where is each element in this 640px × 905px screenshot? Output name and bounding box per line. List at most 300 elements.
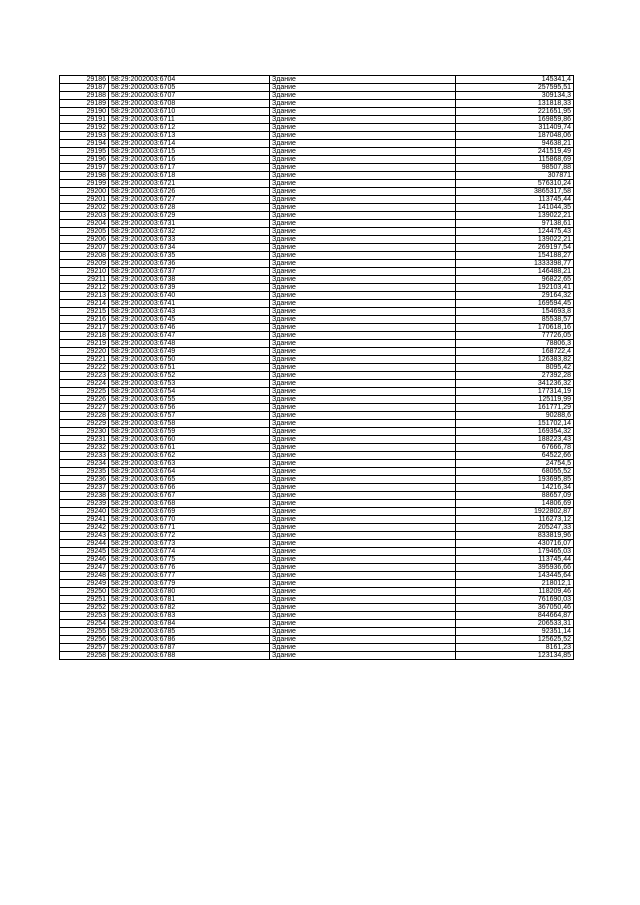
table-row bbox=[60, 220, 574, 228]
table-row bbox=[60, 396, 574, 404]
cadastral-value-cell: 14216,34 bbox=[456, 484, 574, 492]
cadastral-value-cell: 221651,95 bbox=[456, 108, 574, 116]
row-number-cell: 29230 bbox=[60, 428, 109, 436]
row-number-cell: 29210 bbox=[60, 268, 109, 276]
row-number-cell: 29211 bbox=[60, 276, 109, 284]
cadastral-number-cell: 58:29:2002003:6755 bbox=[109, 396, 270, 404]
cadastral-number-cell: 58:29:2002003:6743 bbox=[109, 308, 270, 316]
row-number-cell: 29218 bbox=[60, 332, 109, 340]
cadastral-value-cell: 139022,21 bbox=[456, 236, 574, 244]
cadastral-value-cell: 116273,12 bbox=[456, 516, 574, 524]
row-number-cell: 29244 bbox=[60, 540, 109, 548]
table-row bbox=[60, 444, 574, 452]
row-number-cell: 29207 bbox=[60, 244, 109, 252]
cadastral-number-cell: 58:29:2002003:6779 bbox=[109, 580, 270, 588]
table-row bbox=[60, 420, 574, 428]
table-row bbox=[60, 340, 574, 348]
cadastral-number-cell: 58:29:2002003:6783 bbox=[109, 612, 270, 620]
object-type-cell: Здание bbox=[270, 124, 456, 132]
object-type-cell: Здание bbox=[270, 164, 456, 172]
row-number-cell: 29186 bbox=[60, 76, 109, 84]
object-type-cell: Здание bbox=[270, 596, 456, 604]
cadastral-value-cell: 833819,96 bbox=[456, 532, 574, 540]
object-type-cell: Здание bbox=[270, 196, 456, 204]
table-row bbox=[60, 492, 574, 500]
table-row bbox=[60, 524, 574, 532]
object-type-cell: Здание bbox=[270, 380, 456, 388]
cadastral-value-cell: 90288,6 bbox=[456, 412, 574, 420]
cadastral-value-cell: 154693,8 bbox=[456, 308, 574, 316]
cadastral-number-cell: 58:29:2002003:6766 bbox=[109, 484, 270, 492]
row-number-cell: 29237 bbox=[60, 484, 109, 492]
object-type-cell: Здание bbox=[270, 436, 456, 444]
table-row bbox=[60, 164, 574, 172]
cadastral-number-cell: 58:29:2002003:6738 bbox=[109, 276, 270, 284]
object-type-cell: Здание bbox=[270, 604, 456, 612]
cadastral-number-cell: 58:29:2002003:6728 bbox=[109, 204, 270, 212]
cadastral-value-cell: 341236,32 bbox=[456, 380, 574, 388]
object-type-cell: Здание bbox=[270, 188, 456, 196]
row-number-cell: 29238 bbox=[60, 492, 109, 500]
object-type-cell: Здание bbox=[270, 364, 456, 372]
cadastral-value-cell: 125625,52 bbox=[456, 636, 574, 644]
cadastral-number-cell: 58:29:2002003:6763 bbox=[109, 460, 270, 468]
cadastral-number-cell: 58:29:2002003:6739 bbox=[109, 284, 270, 292]
row-number-cell: 29219 bbox=[60, 340, 109, 348]
cadastral-number-cell: 58:29:2002003:6769 bbox=[109, 508, 270, 516]
table-row bbox=[60, 452, 574, 460]
cadastral-value-cell: 192103,41 bbox=[456, 284, 574, 292]
row-number-cell: 29249 bbox=[60, 580, 109, 588]
table-row bbox=[60, 468, 574, 476]
row-number-cell: 29200 bbox=[60, 188, 109, 196]
row-number-cell: 29248 bbox=[60, 572, 109, 580]
table-row bbox=[60, 556, 574, 564]
table-row bbox=[60, 92, 574, 100]
row-number-cell: 29224 bbox=[60, 380, 109, 388]
table-row bbox=[60, 332, 574, 340]
object-type-cell: Здание bbox=[270, 116, 456, 124]
cadastral-number-cell: 58:29:2002003:6753 bbox=[109, 380, 270, 388]
row-number-cell: 29257 bbox=[60, 644, 109, 652]
table-row bbox=[60, 372, 574, 380]
cadastral-value-cell: 367050,46 bbox=[456, 604, 574, 612]
object-type-cell: Здание bbox=[270, 348, 456, 356]
table-row bbox=[60, 436, 574, 444]
cadastral-number-cell: 58:29:2002003:6781 bbox=[109, 596, 270, 604]
row-number-cell: 29253 bbox=[60, 612, 109, 620]
cadastral-value-cell: 161771,29 bbox=[456, 404, 574, 412]
cadastral-number-cell: 58:29:2002003:6754 bbox=[109, 388, 270, 396]
cadastral-value-cell: 27392,28 bbox=[456, 372, 574, 380]
cadastral-value-cell: 761690,03 bbox=[456, 596, 574, 604]
object-type-cell: Здание bbox=[270, 148, 456, 156]
cadastral-value-cell: 844664,87 bbox=[456, 612, 574, 620]
cadastral-value-cell: 92351,14 bbox=[456, 628, 574, 636]
table-row bbox=[60, 268, 574, 276]
object-type-cell: Здание bbox=[270, 244, 456, 252]
row-number-cell: 29202 bbox=[60, 204, 109, 212]
table-row bbox=[60, 156, 574, 164]
cadastral-number-cell: 58:29:2002003:6712 bbox=[109, 124, 270, 132]
table-row bbox=[60, 580, 574, 588]
cadastral-value-cell: 269197,54 bbox=[456, 244, 574, 252]
cadastral-number-cell: 58:29:2002003:6768 bbox=[109, 500, 270, 508]
cadastral-value-cell: 64522,66 bbox=[456, 452, 574, 460]
cadastral-number-cell: 58:29:2002003:6777 bbox=[109, 572, 270, 580]
cadastral-value-cell: 1333398,77 bbox=[456, 260, 574, 268]
object-type-cell: Здание bbox=[270, 428, 456, 436]
cadastral-value-cell: 3865317,58 bbox=[456, 188, 574, 196]
cadastral-number-cell: 58:29:2002003:6740 bbox=[109, 292, 270, 300]
object-type-cell: Здание bbox=[270, 500, 456, 508]
object-type-cell: Здание bbox=[270, 132, 456, 140]
cadastral-value-cell: 1922802,87 bbox=[456, 508, 574, 516]
object-type-cell: Здание bbox=[270, 292, 456, 300]
table-row bbox=[60, 532, 574, 540]
table-row bbox=[60, 484, 574, 492]
object-type-cell: Здание bbox=[270, 260, 456, 268]
row-number-cell: 29226 bbox=[60, 396, 109, 404]
row-number-cell: 29228 bbox=[60, 412, 109, 420]
object-type-cell: Здание bbox=[270, 140, 456, 148]
table-row bbox=[60, 588, 574, 596]
row-number-cell: 29229 bbox=[60, 420, 109, 428]
object-type-cell: Здание bbox=[270, 644, 456, 652]
cadastral-number-cell: 58:29:2002003:6770 bbox=[109, 516, 270, 524]
cadastral-value-cell: 118209,46 bbox=[456, 588, 574, 596]
object-type-cell: Здание bbox=[270, 284, 456, 292]
object-type-cell: Здание bbox=[270, 588, 456, 596]
object-type-cell: Здание bbox=[270, 236, 456, 244]
cadastral-number-cell: 58:29:2002003:6736 bbox=[109, 260, 270, 268]
row-number-cell: 29203 bbox=[60, 212, 109, 220]
object-type-cell: Здание bbox=[270, 532, 456, 540]
object-type-cell: Здание bbox=[270, 548, 456, 556]
cadastral-value-cell: 311409,74 bbox=[456, 124, 574, 132]
cadastral-value-cell: 113745,44 bbox=[456, 556, 574, 564]
cadastral-value-cell: 85538,57 bbox=[456, 316, 574, 324]
object-type-cell: Здание bbox=[270, 180, 456, 188]
object-type-cell: Здание bbox=[270, 228, 456, 236]
cadastral-number-cell: 58:29:2002003:6745 bbox=[109, 316, 270, 324]
table-row bbox=[60, 284, 574, 292]
cadastral-number-cell: 58:29:2002003:6771 bbox=[109, 524, 270, 532]
table-row bbox=[60, 604, 574, 612]
object-type-cell: Здание bbox=[270, 404, 456, 412]
cadastral-value-cell: 430716,07 bbox=[456, 540, 574, 548]
cadastral-number-cell: 58:29:2002003:6773 bbox=[109, 540, 270, 548]
cadastral-value-cell: 146488,21 bbox=[456, 268, 574, 276]
cadastral-value-cell: 188223,43 bbox=[456, 436, 574, 444]
cadastral-value-cell: 24754,5 bbox=[456, 460, 574, 468]
cadastral-number-cell: 58:29:2002003:6710 bbox=[109, 108, 270, 116]
row-number-cell: 29196 bbox=[60, 156, 109, 164]
object-type-cell: Здание bbox=[270, 452, 456, 460]
row-number-cell: 29206 bbox=[60, 236, 109, 244]
row-number-cell: 29216 bbox=[60, 316, 109, 324]
row-number-cell: 29188 bbox=[60, 92, 109, 100]
cadastral-number-cell: 58:29:2002003:6776 bbox=[109, 564, 270, 572]
cadastral-value-cell: 187048,06 bbox=[456, 132, 574, 140]
row-number-cell: 29233 bbox=[60, 452, 109, 460]
object-type-cell: Здание bbox=[270, 372, 456, 380]
cadastral-number-cell: 58:29:2002003:6714 bbox=[109, 140, 270, 148]
object-type-cell: Здание bbox=[270, 460, 456, 468]
object-type-cell: Здание bbox=[270, 572, 456, 580]
cadastral-number-cell: 58:29:2002003:6782 bbox=[109, 604, 270, 612]
cadastral-value-cell: 206533,31 bbox=[456, 620, 574, 628]
cadastral-number-cell: 58:29:2002003:6767 bbox=[109, 492, 270, 500]
cadastral-value-cell: 96822,65 bbox=[456, 276, 574, 284]
table-row bbox=[60, 476, 574, 484]
row-number-cell: 29239 bbox=[60, 500, 109, 508]
row-number-cell: 29221 bbox=[60, 356, 109, 364]
cadastral-number-cell: 58:29:2002003:6735 bbox=[109, 252, 270, 260]
cadastral-number-cell: 58:29:2002003:6787 bbox=[109, 644, 270, 652]
table-row bbox=[60, 652, 574, 660]
table-row bbox=[60, 228, 574, 236]
cadastral-value-cell: 179465,03 bbox=[456, 548, 574, 556]
cadastral-number-cell: 58:29:2002003:6741 bbox=[109, 300, 270, 308]
cadastral-number-cell: 58:29:2002003:6750 bbox=[109, 356, 270, 364]
row-number-cell: 29204 bbox=[60, 220, 109, 228]
cadastral-number-cell: 58:29:2002003:6785 bbox=[109, 628, 270, 636]
cadastral-value-cell: 151702,14 bbox=[456, 420, 574, 428]
object-type-cell: Здание bbox=[270, 356, 456, 364]
cadastral-value-cell: 97138,61 bbox=[456, 220, 574, 228]
cadastral-number-cell: 58:29:2002003:6732 bbox=[109, 228, 270, 236]
object-type-cell: Здание bbox=[270, 332, 456, 340]
object-type-cell: Здание bbox=[270, 172, 456, 180]
cadastral-number-cell: 58:29:2002003:6746 bbox=[109, 324, 270, 332]
table-body bbox=[60, 76, 574, 660]
cadastral-value-cell: 309134,3 bbox=[456, 92, 574, 100]
row-number-cell: 29227 bbox=[60, 404, 109, 412]
cadastral-value-cell: 139022,21 bbox=[456, 212, 574, 220]
row-number-cell: 29242 bbox=[60, 524, 109, 532]
table-row bbox=[60, 508, 574, 516]
table-row bbox=[60, 540, 574, 548]
table-row bbox=[60, 644, 574, 652]
row-number-cell: 29192 bbox=[60, 124, 109, 132]
object-type-cell: Здание bbox=[270, 636, 456, 644]
cadastral-number-cell: 58:29:2002003:6704 bbox=[109, 76, 270, 84]
table-row bbox=[60, 260, 574, 268]
cadastral-number-cell: 58:29:2002003:6752 bbox=[109, 372, 270, 380]
cadastral-number-cell: 58:29:2002003:6774 bbox=[109, 548, 270, 556]
cadastral-value-cell: 94638,21 bbox=[456, 140, 574, 148]
row-number-cell: 29201 bbox=[60, 196, 109, 204]
cadastral-number-cell: 58:29:2002003:6717 bbox=[109, 164, 270, 172]
table-row bbox=[60, 140, 574, 148]
table-row bbox=[60, 548, 574, 556]
table-row bbox=[60, 412, 574, 420]
cadastral-number-cell: 58:29:2002003:6716 bbox=[109, 156, 270, 164]
row-number-cell: 29246 bbox=[60, 556, 109, 564]
table-row bbox=[60, 100, 574, 108]
object-type-cell: Здание bbox=[270, 388, 456, 396]
object-type-cell: Здание bbox=[270, 92, 456, 100]
object-type-cell: Здание bbox=[270, 476, 456, 484]
row-number-cell: 29189 bbox=[60, 100, 109, 108]
row-number-cell: 29209 bbox=[60, 260, 109, 268]
object-type-cell: Здание bbox=[270, 76, 456, 84]
cadastral-number-cell: 58:29:2002003:6788 bbox=[109, 652, 270, 660]
table-row bbox=[60, 380, 574, 388]
cadastral-value-cell: 169594,45 bbox=[456, 300, 574, 308]
table-row bbox=[60, 364, 574, 372]
cadastral-number-cell: 58:29:2002003:6756 bbox=[109, 404, 270, 412]
object-type-cell: Здание bbox=[270, 484, 456, 492]
object-type-cell: Здание bbox=[270, 276, 456, 284]
row-number-cell: 29220 bbox=[60, 348, 109, 356]
cadastral-value-cell: 88657,09 bbox=[456, 492, 574, 500]
row-number-cell: 29197 bbox=[60, 164, 109, 172]
cadastral-value-cell: 395936,66 bbox=[456, 564, 574, 572]
cadastral-number-cell: 58:29:2002003:6737 bbox=[109, 268, 270, 276]
cadastral-number-cell: 58:29:2002003:6726 bbox=[109, 188, 270, 196]
cadastral-number-cell: 58:29:2002003:6707 bbox=[109, 92, 270, 100]
row-number-cell: 29191 bbox=[60, 116, 109, 124]
cadastral-value-cell: 68055,52 bbox=[456, 468, 574, 476]
object-type-cell: Здание bbox=[270, 420, 456, 428]
cadastral-value-cell: 141044,35 bbox=[456, 204, 574, 212]
cadastral-value-cell: 177314,19 bbox=[456, 388, 574, 396]
row-number-cell: 29235 bbox=[60, 468, 109, 476]
row-number-cell: 29205 bbox=[60, 228, 109, 236]
table-row bbox=[60, 124, 574, 132]
cadastral-value-cell: 78806,3 bbox=[456, 340, 574, 348]
cadastral-value-cell: 124475,43 bbox=[456, 228, 574, 236]
cadastral-value-cell: 131818,33 bbox=[456, 100, 574, 108]
cadastral-number-cell: 58:29:2002003:6715 bbox=[109, 148, 270, 156]
cadastral-number-cell: 58:29:2002003:6705 bbox=[109, 84, 270, 92]
object-type-cell: Здание bbox=[270, 204, 456, 212]
row-number-cell: 29194 bbox=[60, 140, 109, 148]
cadastral-number-cell: 58:29:2002003:6775 bbox=[109, 556, 270, 564]
cadastral-number-cell: 58:29:2002003:6721 bbox=[109, 180, 270, 188]
cadastral-value-cell: 125119,99 bbox=[456, 396, 574, 404]
row-number-cell: 29247 bbox=[60, 564, 109, 572]
cadastral-value-cell: 307871 bbox=[456, 172, 574, 180]
table-row bbox=[60, 516, 574, 524]
row-number-cell: 29240 bbox=[60, 508, 109, 516]
cadastral-value-cell: 115868,69 bbox=[456, 156, 574, 164]
table-row bbox=[60, 244, 574, 252]
table-row bbox=[60, 300, 574, 308]
row-number-cell: 29198 bbox=[60, 172, 109, 180]
table-row bbox=[60, 636, 574, 644]
cadastral-value-cell: 8161,23 bbox=[456, 644, 574, 652]
cadastral-value-cell: 170618,16 bbox=[456, 324, 574, 332]
table-row bbox=[60, 348, 574, 356]
table-row bbox=[60, 84, 574, 92]
cadastral-value-cell: 205247,33 bbox=[456, 524, 574, 532]
object-type-cell: Здание bbox=[270, 564, 456, 572]
table-row bbox=[60, 196, 574, 204]
object-type-cell: Здание bbox=[270, 212, 456, 220]
cadastral-number-cell: 58:29:2002003:6761 bbox=[109, 444, 270, 452]
object-type-cell: Здание bbox=[270, 444, 456, 452]
table-row bbox=[60, 116, 574, 124]
table-row bbox=[60, 276, 574, 284]
table-row bbox=[60, 324, 574, 332]
cadastral-number-cell: 58:29:2002003:6747 bbox=[109, 332, 270, 340]
table-row bbox=[60, 180, 574, 188]
object-type-cell: Здание bbox=[270, 620, 456, 628]
table-row bbox=[60, 596, 574, 604]
object-type-cell: Здание bbox=[270, 156, 456, 164]
table-row bbox=[60, 236, 574, 244]
object-type-cell: Здание bbox=[270, 268, 456, 276]
row-number-cell: 29243 bbox=[60, 532, 109, 540]
cadastral-number-cell: 58:29:2002003:6731 bbox=[109, 220, 270, 228]
cadastral-value-cell: 113745,44 bbox=[456, 196, 574, 204]
cadastral-number-cell: 58:29:2002003:6764 bbox=[109, 468, 270, 476]
object-type-cell: Здание bbox=[270, 252, 456, 260]
table-row bbox=[60, 108, 574, 116]
cadastral-number-cell: 58:29:2002003:6784 bbox=[109, 620, 270, 628]
cadastral-number-cell: 58:29:2002003:6758 bbox=[109, 420, 270, 428]
object-type-cell: Здание bbox=[270, 100, 456, 108]
cadastral-value-cell: 126383,82 bbox=[456, 356, 574, 364]
object-type-cell: Здание bbox=[270, 468, 456, 476]
cadastral-value-cell: 14806,69 bbox=[456, 500, 574, 508]
table-row bbox=[60, 404, 574, 412]
row-number-cell: 29232 bbox=[60, 444, 109, 452]
cadastral-number-cell: 58:29:2002003:6733 bbox=[109, 236, 270, 244]
object-type-cell: Здание bbox=[270, 84, 456, 92]
cadastral-number-cell: 58:29:2002003:6708 bbox=[109, 100, 270, 108]
row-number-cell: 29234 bbox=[60, 460, 109, 468]
object-type-cell: Здание bbox=[270, 340, 456, 348]
table-row bbox=[60, 460, 574, 468]
cadastral-number-cell: 58:29:2002003:6760 bbox=[109, 436, 270, 444]
object-type-cell: Здание bbox=[270, 324, 456, 332]
cadastral-number-cell: 58:29:2002003:6711 bbox=[109, 116, 270, 124]
object-type-cell: Здание bbox=[270, 580, 456, 588]
cadastral-value-cell: 145341,4 bbox=[456, 76, 574, 84]
row-number-cell: 29251 bbox=[60, 596, 109, 604]
cadastral-value-table bbox=[59, 75, 574, 660]
cadastral-value-cell: 168722,4 bbox=[456, 348, 574, 356]
row-number-cell: 29252 bbox=[60, 604, 109, 612]
row-number-cell: 29250 bbox=[60, 588, 109, 596]
cadastral-number-cell: 58:29:2002003:6734 bbox=[109, 244, 270, 252]
row-number-cell: 29212 bbox=[60, 284, 109, 292]
cadastral-number-cell: 58:29:2002003:6772 bbox=[109, 532, 270, 540]
cadastral-number-cell: 58:29:2002003:6727 bbox=[109, 196, 270, 204]
cadastral-value-cell: 67666,78 bbox=[456, 444, 574, 452]
table-row bbox=[60, 188, 574, 196]
cadastral-number-cell: 58:29:2002003:6762 bbox=[109, 452, 270, 460]
cadastral-value-cell: 193695,85 bbox=[456, 476, 574, 484]
cadastral-value-cell: 257595,51 bbox=[456, 84, 574, 92]
table-row bbox=[60, 132, 574, 140]
row-number-cell: 29208 bbox=[60, 252, 109, 260]
object-type-cell: Здание bbox=[270, 396, 456, 404]
cadastral-value-cell: 169859,86 bbox=[456, 116, 574, 124]
object-type-cell: Здание bbox=[270, 316, 456, 324]
table-row bbox=[60, 564, 574, 572]
table-row bbox=[60, 428, 574, 436]
object-type-cell: Здание bbox=[270, 108, 456, 116]
table-row bbox=[60, 316, 574, 324]
row-number-cell: 29214 bbox=[60, 300, 109, 308]
row-number-cell: 29190 bbox=[60, 108, 109, 116]
cadastral-value-cell: 218012,1 bbox=[456, 580, 574, 588]
